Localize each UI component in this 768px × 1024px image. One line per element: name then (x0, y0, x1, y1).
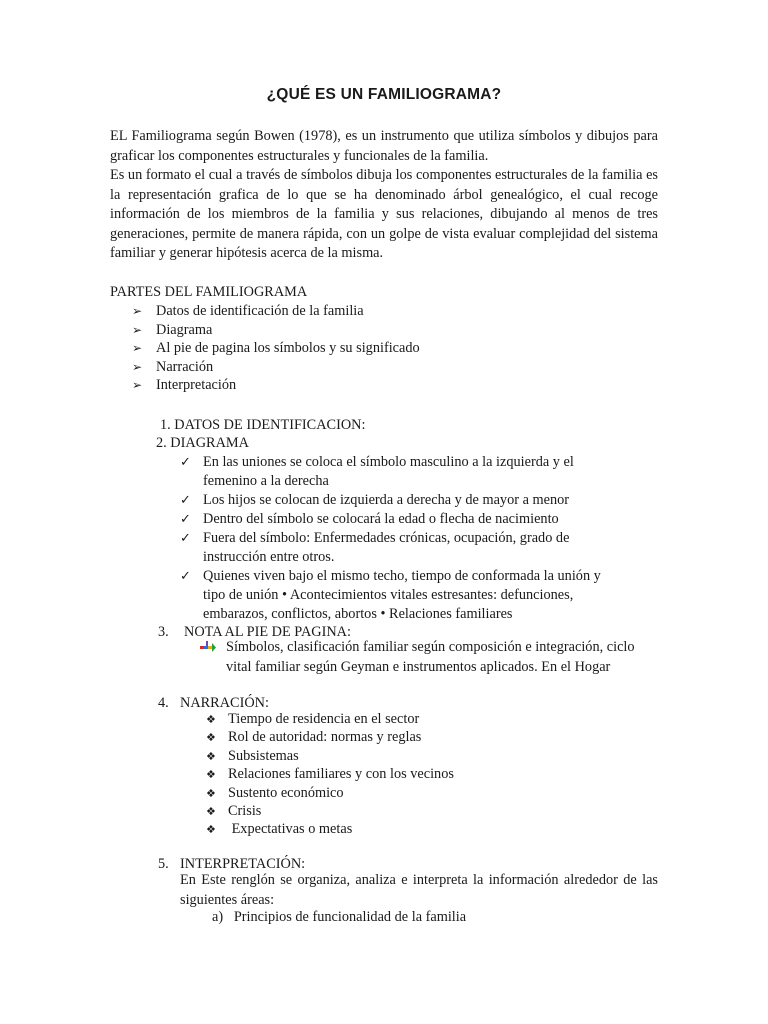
diagrama-list (180, 453, 620, 624)
checkmark-icon: ✓ (180, 531, 191, 546)
subitem-label: a) (212, 909, 224, 925)
list-item: ❖ Rol de autoridad: normas y reglas (206, 728, 454, 746)
colored-arrow-bullet-icon (200, 641, 216, 653)
intro-paragraph-1: EL Familiograma según Bowen (1978), es un instrumento que utiliza símbolos y dibujos para graficar los componentes estructurales y funcionales de la familia. (110, 128, 658, 164)
intro-paragraph-2: Es un formato el cual a través de símbolos dibuja los componentes estructurales de la familia es la representación grafica de lo que se ha denominado árbol genealógico, el cual recoge información de los miembros de la familia y sus relaciones, dibujando al menos de tres generaciones, permite de manera rápida, con un golpe de vista evaluar complejidad del sistema familiar y generar hipótesis acerca de la misma. (110, 167, 658, 261)
arrow-bullet-icon: ➢ (132, 304, 143, 318)
list-item: ✓ Quienes viven bajo el mismo techo, tiempo de conformada la unión y tipo de unión • Acontecimientos vitales estresantes: defunciones, embarazos, conflictos, abortos • Relaciones familiares (180, 568, 601, 622)
list-item: ➢ Interpretación (132, 377, 237, 393)
section-heading-datos: 1. DATOS DE IDENTIFICACION: (160, 417, 366, 433)
checkmark-icon: ✓ (180, 493, 191, 508)
nota-list-item: Símbolos, clasificación familiar según composición e integración, ciclo vital familiar según Geyman e instrumentos aplicados. En el Hogar (200, 638, 645, 677)
arrow-bullet-icon: ➢ (132, 359, 143, 374)
section-number-nota: 3. (158, 624, 169, 640)
section-heading-nota: NOTA AL PIE DE PAGINA: (184, 624, 351, 640)
diamond-bullet-icon: ❖ (206, 786, 216, 800)
list-item: ✓ Fuera del símbolo: Enfermedades crónicas, ocupación, grado de instrucción entre otros. (180, 530, 570, 565)
arrow-bullet-icon: ➢ (132, 378, 143, 392)
list-item: ➢ Narración (132, 358, 214, 375)
narracion-list (206, 710, 454, 839)
diamond-bullet-icon: ❖ (206, 804, 216, 818)
list-item: ➢ Datos de identificación de la familia (132, 303, 364, 319)
arrow-bullet-icon: ➢ (132, 341, 143, 355)
section-number-interpretacion: 5. (158, 856, 169, 872)
list-item: ❖ Subsistemas (206, 747, 454, 765)
arrow-bullet-icon: ➢ (132, 322, 143, 337)
diamond-bullet-icon: ❖ (206, 731, 216, 745)
list-item: ✓ Dentro del símbolo se colocará la edad o flecha de nacimiento (180, 511, 559, 527)
list-item: ❖ Crisis (206, 802, 454, 820)
diamond-bullet-icon: ❖ (206, 749, 216, 763)
checkmark-icon: ✓ (180, 569, 191, 584)
diamond-bullet-icon: ❖ (206, 768, 216, 782)
section-heading-interpretacion: INTERPRETACIÓN: (180, 856, 306, 872)
partes-heading: PARTES DEL FAMILIOGRAMA (110, 284, 308, 300)
list-item: ✓ Los hijos se colocan de izquierda a derecha y de mayor a menor (180, 492, 570, 508)
list-item: ✓ En las uniones se coloca el símbolo masculino a la izquierda y el femenino a la derecha (180, 454, 574, 489)
list-item: ❖ Relaciones familiares y con los vecinos (206, 765, 454, 783)
section-heading-narracion: NARRACIÓN: (180, 695, 269, 711)
list-item: ❖ Sustento económico (206, 784, 454, 802)
subitem-text: Principios de funcionalidad de la familia (233, 909, 467, 925)
checkmark-icon: ✓ (180, 512, 191, 527)
interpretacion-text: En Este renglón se organiza, analiza e interpreta la información alrededor de las siguientes áreas: (180, 872, 658, 908)
section-number-narracion: 4. (158, 695, 169, 711)
diamond-bullet-icon: ❖ (206, 823, 216, 837)
page-title: ¿QUÉ ES UN FAMILIOGRAMA? (266, 86, 502, 103)
intro-text (110, 127, 658, 264)
list-item: ❖ Tiempo de residencia en el sector (206, 710, 454, 728)
list-item: ❖ Expectativas o metas (206, 820, 454, 838)
partes-list (132, 302, 420, 395)
section-heading-diagrama: 2. DIAGRAMA (156, 435, 249, 451)
diamond-bullet-icon: ❖ (206, 713, 216, 726)
checkmark-icon: ✓ (180, 455, 191, 470)
list-item: ➢ Al pie de pagina los símbolos y su significado (132, 340, 420, 356)
list-item: ➢ Diagrama (132, 321, 213, 338)
interpretacion-subitem (212, 908, 466, 927)
